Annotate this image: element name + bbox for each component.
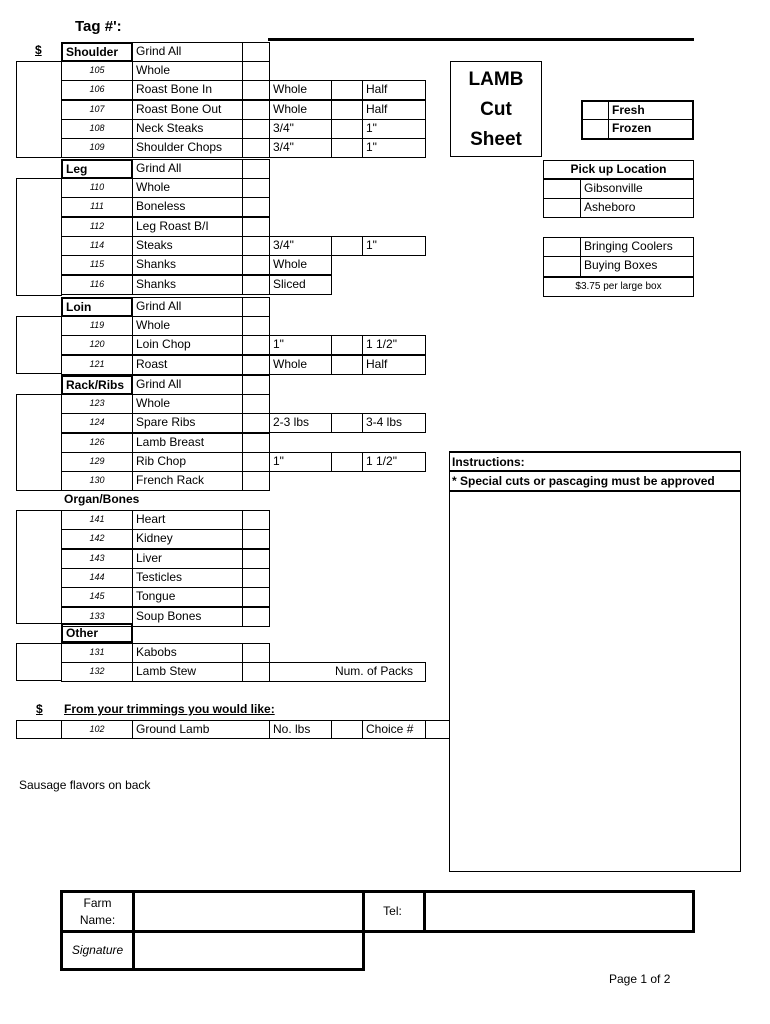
other-packs-label: Num. of Packs: [269, 662, 426, 682]
shoulder-name-4: Shoulder Chops: [132, 138, 243, 158]
title-line-1: LAMB: [468, 69, 524, 90]
coolers-checkbox[interactable]: [543, 237, 581, 257]
organ-checkbox-3[interactable]: [242, 568, 270, 588]
farm-name-input[interactable]: [135, 893, 362, 933]
shoulder-price-bracket[interactable]: [16, 61, 62, 158]
leg-code-1: 111: [61, 197, 133, 217]
other-code-1: 132: [61, 662, 133, 682]
trimmings-name: Ground Lamb: [132, 720, 270, 739]
organ-code-0: 141: [61, 510, 133, 530]
shoulder-name-3: Neck Steaks: [132, 119, 243, 139]
organ-code-1: 142: [61, 529, 133, 549]
instructions-box[interactable]: [449, 451, 741, 872]
leg-price-bracket[interactable]: [16, 178, 62, 296]
shoulder-section-name: Shoulder: [61, 42, 133, 62]
leg-checkbox-4[interactable]: [242, 255, 270, 275]
leg-checkbox-3[interactable]: [242, 236, 270, 256]
loin-checkbox-2[interactable]: [242, 355, 270, 375]
other-name-1: Lamb Stew: [132, 662, 243, 682]
organ-name-5: Soup Bones: [132, 607, 243, 627]
organ-name-1: Kidney: [132, 529, 243, 549]
rack-name-1: Spare Ribs: [132, 413, 243, 433]
instructions-note: * Special cuts or pascaging must be approved: [450, 472, 740, 492]
loin-grind-label: Grind All: [132, 297, 243, 317]
leg-opt1-check-3[interactable]: [331, 236, 363, 256]
organ-name-3: Testicles: [132, 568, 243, 588]
organ-code-3: 144: [61, 568, 133, 588]
rack-name-2: Lamb Breast: [132, 433, 243, 453]
leg-grind-label: Grind All: [132, 159, 243, 179]
shoulder-name-0: Whole: [132, 61, 243, 81]
organ-code-5: 133: [61, 607, 133, 627]
rack-opt1-check-1[interactable]: [331, 413, 363, 433]
shoulder-code-3: 108: [61, 119, 133, 139]
farm-name-label: [63, 893, 135, 933]
coolers-label: Bringing Coolers: [580, 237, 694, 257]
loin-name-0: Whole: [132, 316, 243, 336]
tag-label: Tag #':: [75, 18, 122, 35]
rack-opt1-1: 2-3 lbs: [269, 413, 332, 433]
rack-name-4: French Rack: [132, 471, 243, 491]
loin-name-2: Roast: [132, 355, 243, 375]
leg-code-3: 114: [61, 236, 133, 256]
page-number: Page 1 of 2: [609, 972, 671, 986]
organ-name-0: Heart: [132, 510, 243, 530]
gibsonville-label: Gibsonville: [580, 179, 694, 199]
rack-code-4: 130: [61, 471, 133, 491]
leg-name-2: Leg Roast B/I: [132, 217, 243, 237]
box-price-note: $3.75 per large box: [543, 277, 694, 297]
shoulder-opt2-1: Half: [362, 80, 426, 100]
gibsonville-checkbox[interactable]: [543, 179, 581, 199]
leg-opt2-3: 1": [362, 236, 426, 256]
rack-checkbox-0[interactable]: [242, 394, 270, 414]
rack-code-3: 129: [61, 452, 133, 472]
leg-opt1-4: Whole: [269, 255, 332, 275]
trimmings-heading: From your trimmings you would like:: [64, 702, 275, 716]
rack-checkbox-3[interactable]: [242, 452, 270, 472]
organ-checkbox-5[interactable]: [242, 607, 270, 627]
shoulder-checkbox-3[interactable]: [242, 119, 270, 139]
rack-name-0: Whole: [132, 394, 243, 414]
organ-code-4: 145: [61, 587, 133, 607]
trimmings-choice-label: Choice #: [362, 720, 426, 739]
loin-opt1-check-2[interactable]: [331, 355, 363, 375]
title-box: [450, 61, 542, 157]
shoulder-opt1-4: 3/4": [269, 138, 332, 158]
fresh-label: Fresh: [609, 102, 692, 120]
organ-checkbox-4[interactable]: [242, 587, 270, 607]
rack-code-1: 124: [61, 413, 133, 433]
asheboro-label: Asheboro: [580, 198, 694, 218]
frozen-checkbox[interactable]: [583, 120, 609, 138]
organ-checkbox-1[interactable]: [242, 529, 270, 549]
shoulder-opt1-check-1[interactable]: [331, 80, 363, 100]
leg-code-4: 115: [61, 255, 133, 275]
shoulder-opt1-check-3[interactable]: [331, 119, 363, 139]
loin-opt2-1: 1 1/2": [362, 335, 426, 355]
trimmings-dollar: $: [36, 702, 43, 716]
dollar-label: $: [35, 43, 42, 57]
leg-code-0: 110: [61, 178, 133, 198]
shoulder-checkbox-1[interactable]: [242, 80, 270, 100]
shoulder-name-1: Roast Bone In: [132, 80, 243, 100]
loin-code-2: 121: [61, 355, 133, 375]
trimmings-price-cell[interactable]: [16, 720, 62, 739]
rack-grind-label: Grind All: [132, 375, 243, 395]
leg-checkbox-0[interactable]: [242, 178, 270, 198]
rack-name-3: Rib Chop: [132, 452, 243, 472]
organ-checkbox-0[interactable]: [242, 510, 270, 530]
sausage-note: Sausage flavors on back: [19, 778, 151, 792]
loin-opt1-2: Whole: [269, 355, 332, 375]
leg-name-3: Steaks: [132, 236, 243, 256]
asheboro-checkbox[interactable]: [543, 198, 581, 218]
instructions-title: Instructions:: [450, 452, 740, 472]
rack-checkbox-2[interactable]: [242, 433, 270, 453]
header-rule: [268, 38, 694, 41]
shoulder-opt1-2: Whole: [269, 100, 332, 120]
loin-opt1-1: 1": [269, 335, 332, 355]
other-price-bracket[interactable]: [16, 643, 62, 681]
shoulder-grind-checkbox[interactable]: [242, 42, 270, 62]
organ-code-2: 143: [61, 549, 133, 569]
rack-opt1-check-3[interactable]: [331, 452, 363, 472]
pickup-title: Pick up Location: [543, 160, 694, 179]
leg-name-0: Whole: [132, 178, 243, 198]
other-checkbox-0[interactable]: [242, 643, 270, 663]
leg-name-1: Boneless: [132, 197, 243, 217]
leg-checkbox-5[interactable]: [242, 275, 270, 295]
shoulder-opt2-4: 1": [362, 138, 426, 158]
shoulder-opt2-3: 1": [362, 119, 426, 139]
organ-name-4: Tongue: [132, 587, 243, 607]
leg-opt1-3: 3/4": [269, 236, 332, 256]
loin-code-1: 120: [61, 335, 133, 355]
title-line-2: Cut: [480, 99, 512, 120]
leg-checkbox-1[interactable]: [242, 197, 270, 217]
tel-input[interactable]: [423, 890, 695, 933]
leg-section-name: Leg: [61, 159, 133, 179]
organ-name-2: Liver: [132, 549, 243, 569]
trimmings-choice-input[interactable]: [425, 720, 450, 739]
shoulder-name-2: Roast Bone Out: [132, 100, 243, 120]
rack-code-0: 123: [61, 394, 133, 414]
farm-signature-box: [60, 890, 365, 971]
tel-label: Tel:: [362, 890, 426, 933]
organ-section-name: Organ/Bones: [64, 492, 140, 506]
rack-grind-checkbox[interactable]: [242, 375, 270, 395]
shoulder-opt1-1: Whole: [269, 80, 332, 100]
shoulder-code-0: 105: [61, 61, 133, 81]
other-section-name: Other: [61, 623, 133, 643]
leg-grind-checkbox[interactable]: [242, 159, 270, 179]
loin-checkbox-1[interactable]: [242, 335, 270, 355]
rack-checkbox-4[interactable]: [242, 471, 270, 491]
farm-label-line-1: Farm: [83, 896, 112, 910]
shoulder-code-2: 107: [61, 100, 133, 120]
shoulder-grind-label: Grind All: [132, 42, 243, 62]
loin-section-name: Loin: [61, 297, 133, 317]
loin-opt2-2: Half: [362, 355, 426, 375]
rack-opt1-3: 1": [269, 452, 332, 472]
farm-label-line-2: Name:: [79, 913, 116, 927]
shoulder-code-4: 109: [61, 138, 133, 158]
loin-code-0: 119: [61, 316, 133, 336]
rack-code-2: 126: [61, 433, 133, 453]
shoulder-checkbox-2[interactable]: [242, 100, 270, 120]
shoulder-opt2-2: Half: [362, 100, 426, 120]
frozen-label: Frozen: [612, 121, 652, 135]
signature-label: Signature: [63, 933, 135, 968]
rack-price-bracket[interactable]: [16, 394, 62, 491]
fresh-checkbox[interactable]: [583, 102, 609, 120]
fresh-frozen-box: [581, 100, 694, 140]
loin-price-bracket[interactable]: [16, 316, 62, 374]
loin-checkbox-0[interactable]: [242, 316, 270, 336]
leg-checkbox-2[interactable]: [242, 217, 270, 237]
loin-grind-checkbox[interactable]: [242, 297, 270, 317]
rack-opt2-3: 1 1/2": [362, 452, 426, 472]
boxes-label: Buying Boxes: [580, 256, 694, 277]
shoulder-opt1-check-4[interactable]: [331, 138, 363, 158]
leg-code-5: 116: [61, 275, 133, 295]
trimmings-lbs-label: No. lbs: [269, 720, 332, 739]
trimmings-lbs-input[interactable]: [331, 720, 363, 739]
leg-name-4: Shanks: [132, 255, 243, 275]
other-code-0: 131: [61, 643, 133, 663]
rack-section-name: Rack/Ribs: [61, 375, 133, 395]
loin-opt1-check-1[interactable]: [331, 335, 363, 355]
title-line-3: Sheet: [470, 129, 522, 150]
rack-checkbox-1[interactable]: [242, 413, 270, 433]
boxes-checkbox[interactable]: [543, 256, 581, 277]
signature-input[interactable]: [135, 933, 362, 968]
organ-checkbox-2[interactable]: [242, 549, 270, 569]
shoulder-checkbox-4[interactable]: [242, 138, 270, 158]
leg-code-2: 112: [61, 217, 133, 237]
rack-opt2-1: 3-4 lbs: [362, 413, 426, 433]
leg-opt1-5: Sliced: [269, 275, 332, 295]
leg-name-5: Shanks: [132, 275, 243, 295]
trimmings-code: 102: [61, 720, 133, 739]
shoulder-code-1: 106: [61, 80, 133, 100]
shoulder-opt1-3: 3/4": [269, 119, 332, 139]
other-checkbox-1[interactable]: [242, 662, 270, 682]
loin-name-1: Loin Chop: [132, 335, 243, 355]
organ-price-bracket[interactable]: [16, 510, 62, 624]
other-name-0: Kabobs: [132, 643, 243, 663]
shoulder-opt1-check-2[interactable]: [331, 100, 363, 120]
shoulder-checkbox-0[interactable]: [242, 61, 270, 81]
